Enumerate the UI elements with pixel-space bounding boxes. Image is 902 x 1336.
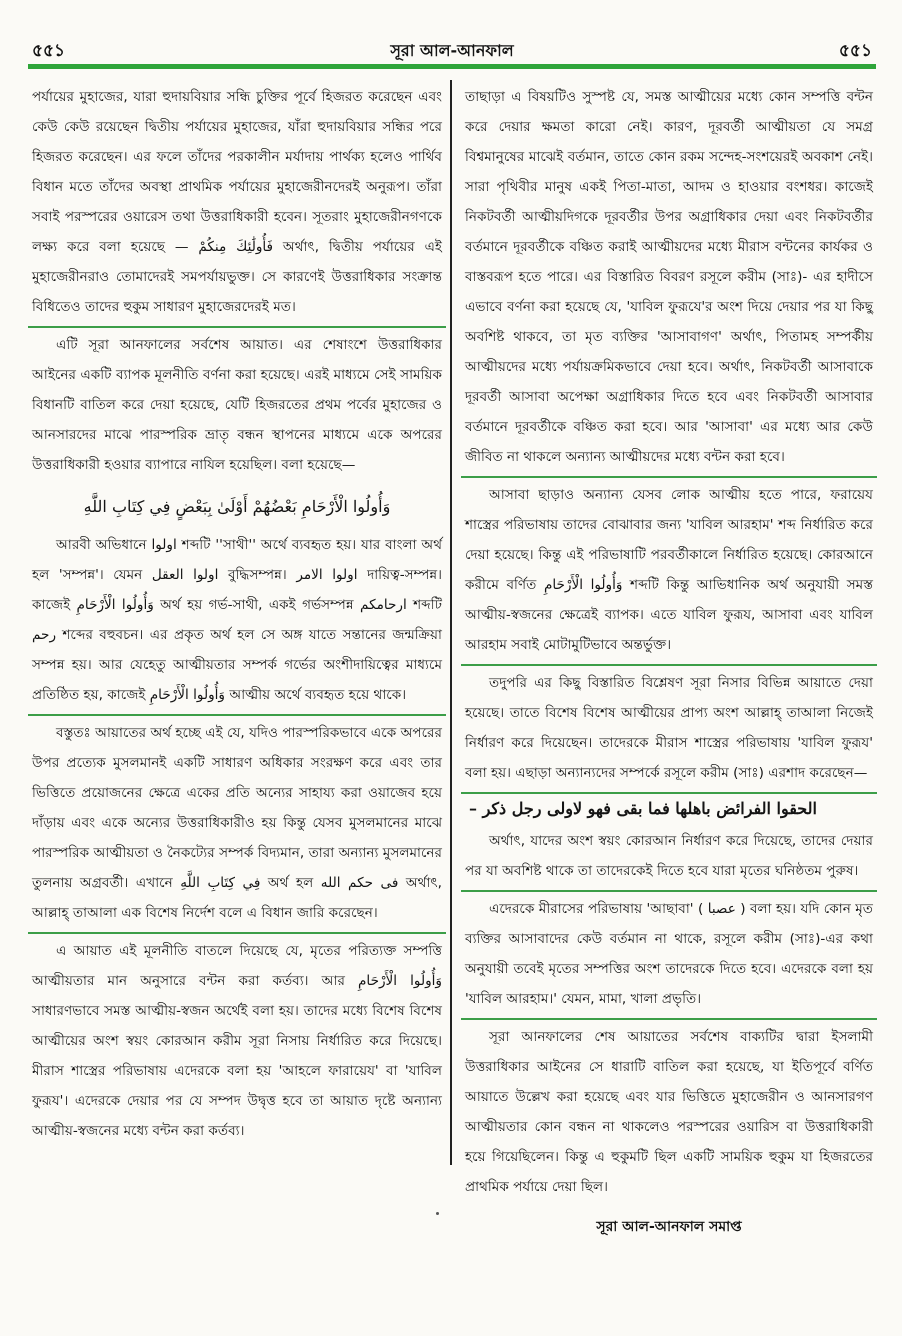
page-number-left: ৫৫১ xyxy=(32,41,66,61)
header-rule xyxy=(28,64,876,69)
paragraph: আরবী অভিধানে اولوا শব্দটি ''সাথী'' অর্থে ব্যবহৃত হয়। যার বাংলা অর্থ হল 'সম্পন্ন'। যেমন اولوا العقل বুদ্ধিসম্পন্ন। اولوا الامر দায়িত্ব-সম্পন্ন। কাজেই وَأُولُوا الْأَرْحَامِ অর্থ হয় গর্ভ-সাথী, একই গর্ভসম্পন্ন ارحامكم শব্দটি رحم শব্দের বহুবচন। এর প্রকৃত অর্থ হল সে অঙ্গ যাতে সন্তানের জন্মক্রিয়া সম্পন্ন হয়। আর যেহেতু আত্মীয়তার সম্পর্ক গর্ভের অংশীদায়িত্বের মাধ্যমে প্রতিষ্ঠিত হয়, কাজেই وَأُولُوا الْأَرْحَامِ আত্মীয় অর্থে ব্যবহৃত হয়ে থাকে। xyxy=(28,528,446,716)
right-column xyxy=(461,80,877,1242)
quran-verse: وَأُولُوا الْأَرْحَامِ بَعْضُهُمْ أَوْلَىٰ بِبَعْضٍ فِي كِتَابِ اللَّهِ xyxy=(83,497,391,516)
paragraph: বস্তুতঃ আয়াতের অর্থ হচ্ছে এই যে, যদিও পারস্পরিকভাবে একে অপরের উপর প্রত্যেক মুসলমানই একটি সাধারণ অধিকার সংরক্ষণ করে এবং তার ভিত্তিতে প্রয়োজনের ক্ষেত্রে একের প্রতি অন্যের সাহায্য করা ওয়াজেব হয়ে দাঁড়ায় এবং একে অন্যের উত্তরাধিকারীও হয় কিন্তু যেসব মুসলমানের মাঝে পারস্পরিক আত্মীয়তা ও নৈকট্যের সম্পর্ক বিদ্যমান, তারা অন্যান্য মুসলমানের তুলনায় অগ্রবর্তী। এখানে فِي كِتَابِ اللَّهِ অর্থ হল فى حكم الله অর্থাৎ, আল্লাহ্ তাআলা এক বিশেষ নির্দেশ বলে এ বিধান জারি করেছেন। xyxy=(28,716,446,934)
page-number-right: ৫৫১ xyxy=(838,41,872,61)
column-divider xyxy=(450,80,452,1165)
paragraph: এটি সূরা আনফালের সর্বশেষ আয়াত। এর শেষাংশে উত্তরাধিকার আইনের একটি ব্যাপক মূলনীতি বর্ণনা করা হয়েছে। এরই মাধ্যমে সেই সাময়িক বিধানটি বাতিল করে দেয়া হয়েছে, যেটি হিজরতের প্রথম পর্বের মুহাজের ও আনসারদের মাঝে পারস্পরিক ভ্রাতৃ বন্ধন স্থাপনের মাধ্যমে একে অপরের উত্তরাধিকারী হওয়ার ব্যাপারে নাযিল হয়েছিল। বলা হয়েছে— xyxy=(32,337,442,473)
print-speck xyxy=(436,1212,439,1215)
surah-closing: সূরা আল-আনফাল সমাপ্ত xyxy=(596,1219,742,1235)
hadith-text: الحقوا الفرائض باهلها فما بقى فهو لاولى رجل ذكر – xyxy=(469,799,817,818)
paragraph: এদেরকে মীরাসের পরিভাষায় 'আছাবা' ( عصبا ) বলা হয়। যদি কোন মৃত ব্যক্তির আসাবাদের কেউ বর্তমান না থাকে, রসূলে করীম (সাঃ)-এর কথা অনুযায়ী তবেই মৃতের সম্পত্তির অংশ তাদেরকে দিতে হবে। এদেরকে বলা হয় 'যাবিল আরহাম।' যেমন, মামা, খালা প্রভৃতি। xyxy=(461,892,877,1020)
paragraph: এ আয়াত এই মূলনীতি বাতলে দিয়েছে যে, মৃতের পরিত্যক্ত সম্পত্তি আত্মীয়তার মান অনুসারে বন্টন করা কর্তব্য। আর وَأُولُوا الْأَرْحَامِ সাধারণভাবে সমস্ত আত্মীয়-স্বজন অর্থেই বলা হয়। তাদের মধ্যে বিশেষ বিশেষ আত্মীয়ের অংশ স্বয়ং কোরআন করীম সূরা নিসায় নির্ধারিত করে দিয়েছে। মীরাস শাস্ত্রের পরিভাষায় এদেরকে বলা হয় 'আহলে ফারায়েয' বা 'যাবিল ফুরূয'। এদেরকে দেয়ার পর যে সম্পদ উদ্বৃত্ত হবে তা আয়াত দৃষ্টে অন্যান্য আত্মীয়-স্বজনের মধ্যে বন্টন করা কর্তব্য। xyxy=(32,943,442,1139)
paragraph: সূরা আনফালের শেষ আয়াতের সর্বশেষ বাক্যটির দ্বারা ইসলামী উত্তরাধিকার আইনের সে ধারাটি বাতিল করা হয়েছে, যা ইতিপূর্বে বর্ণিত আয়াতে উল্লেখ করা হয়েছে এবং যার ভিত্তিতে মুহাজেরীন ও আনসারগণ আত্মীয়তার কোন বন্ধন না থাকলেও পরস্পরের ওয়ারিস বা উত্তরাধিকারী হয়ে গিয়েছিলেন। কিন্তু এ হুকুমটি ছিল একটি সাময়িক হুকুম যা হিজরতের প্রাথমিক পর্যায়ে দেয়া ছিল। xyxy=(465,1029,873,1195)
left-column xyxy=(28,80,446,1150)
paragraph: আসাবা ছাড়াও অন্যান্য যেসব লোক আত্মীয় হতে পারে, ফরায়েয শাস্ত্রের পরিভাষায় তাদের বোঝাবার জন্য 'যাবিল আরহাম' শব্দ নির্ধারিত করে দেয়া হয়েছে। কিন্তু এই পরিভাষাটি পরবর্তীকালে নির্ধারিত হয়েছে। কোরআনে করীমে বর্ণিত وَأُولُوا الْأَرْحَامِ শব্দটি কিন্তু আভিধানিক অর্থ অনুযায়ী সমস্ত আত্মীয়-স্বজনের ক্ষেত্রেই ব্যাপক। এতে যাবিল ফুরূয, আসাবা এবং যাবিল আরহাম সবাই মোটামুটিভাবে অন্তর্ভুক্ত। xyxy=(461,478,877,666)
paragraph: পর্যায়ের মুহাজের, যারা হুদায়বিয়ার সন্ধি চুক্তির পূর্বে হিজরত করেছেন এবং কেউ কেউ রয়েছেন দ্বিতীয় পর্যায়ের মুহাজের, যাঁরা হুদায়বিয়ার সন্ধির পরে হিজরত করেছেন। এর ফলে তাঁদের পরকালীন মর্যাদায় পার্থক্য হলেও পার্থিব বিধান মতে তাঁদের অবস্থা প্রাথমিক পর্যায়ের মুহাজেরীনদেরই অনুরূপ। তাঁরা সবাই পরস্পরের ওয়ারেস তথা উত্তরাধিকারী হবেন। সূতরাং মুহাজেরীনগণকে লক্ষ্য করে বলা হয়েছে — فَأُولَٰئِكَ مِنكُمْ অর্থাৎ, দ্বিতীয় পর্যায়ের এই মুহাজেরীনরাও তোমাদেরই সমপর্যায়ভুক্ত। সে কারণেই উত্তরাধিকার সংক্রান্ত বিধিতেও তাদের হুকুম সাধারণ মুহাজেরদেরই মত। xyxy=(28,80,446,328)
page-header xyxy=(28,36,876,62)
paragraph: অর্থাৎ, যাদের অংশ স্বয়ং কোরআন নির্ধারণ করে দিয়েছে, তাদের দেয়ার পর যা অবশিষ্ট থাকে তা তাদেরকেই দিতে হবে যারা মৃতের ঘনিষ্ঠতম পুরুষ। xyxy=(461,824,877,892)
page-title: সূরা আল-আনফাল xyxy=(390,41,514,60)
paragraph: তদুপরি এর কিছু বিস্তারিত বিশ্লেষণ সূরা নিসার বিভিন্ন আয়াতে দেয়া হয়েছে। তাতে বিশেষ বিশেষ আত্মীয়ের প্রাপ্য অংশ আল্লাহ্ তাআলা নিজেই নির্ধারণ করে দিয়েছেন। তাদেরকে মীরাস শাস্ত্রের পরিভাষায় 'যাবিল ফুরূয' বলা হয়। এছাড়া অন্যান্যদের সম্পর্কে রসূলে করীম (সাঃ) এরশাদ করেছেন— xyxy=(461,666,877,794)
paragraph: তাছাড়া এ বিষয়টিও সুস্পষ্ট যে, সমস্ত আত্মীয়ের মধ্যে কোন সম্পত্তি বন্টন করে দেয়ার ক্ষমতা কারো নেই। কারণ, দূরবর্তী আত্মীয়তা যে সমগ্র বিশ্বমানুষের মাঝেই বর্তমান, তাতে কোন রকম সন্দেহ-সংশয়েরই অবকাশ নেই। সারা পৃথিবীর মানুষ একই পিতা-মাতা, আদম ও হাওয়ার বংশধর। কাজেই নিকটবর্তী আত্মীয়দিগকে দূরবর্তীর উপর অগ্রাধিকার দেয়া এবং নিকটবর্তীর বর্তমানে দূরবর্তীকে বঞ্চিত করাই আত্মীয়দের মধ্যে মীরাস বন্টনের কার্যকর ও বাস্তবরূপ হতে পারে। এর বিস্তারিত বিবরণ রসূলে করীম (সাঃ)- এর হাদীসে এভাবে বর্ণনা করা হয়েছে যে, 'যাবিল ফুরূযে'র অংশ দিয়ে দেয়ার পর যা কিছু অবশিষ্ট থাকবে, তা মৃত ব্যক্তির 'আসাবাগণ' অর্থাৎ, পিতামহ সম্পর্কীয় আত্মীয়দের মধ্যে পর্যায়ক্রমিকভাবে দেয়া হবে। অর্থাৎ, নিকটবর্তী আসাবাকে দূরবর্তী আসাবা অপেক্ষা অগ্রাধিকার দিতে হবে এবং নিকটবর্তী আসাবার বর্তমানে দূরবর্তীকে বঞ্চিত করা হবে। আর 'আসাবা' এর মধ্যে আর কেউ জীবিত না থাকলে অন্যান্য আত্মীয়দের মধ্যে বন্টন করা হবে। xyxy=(461,80,877,478)
